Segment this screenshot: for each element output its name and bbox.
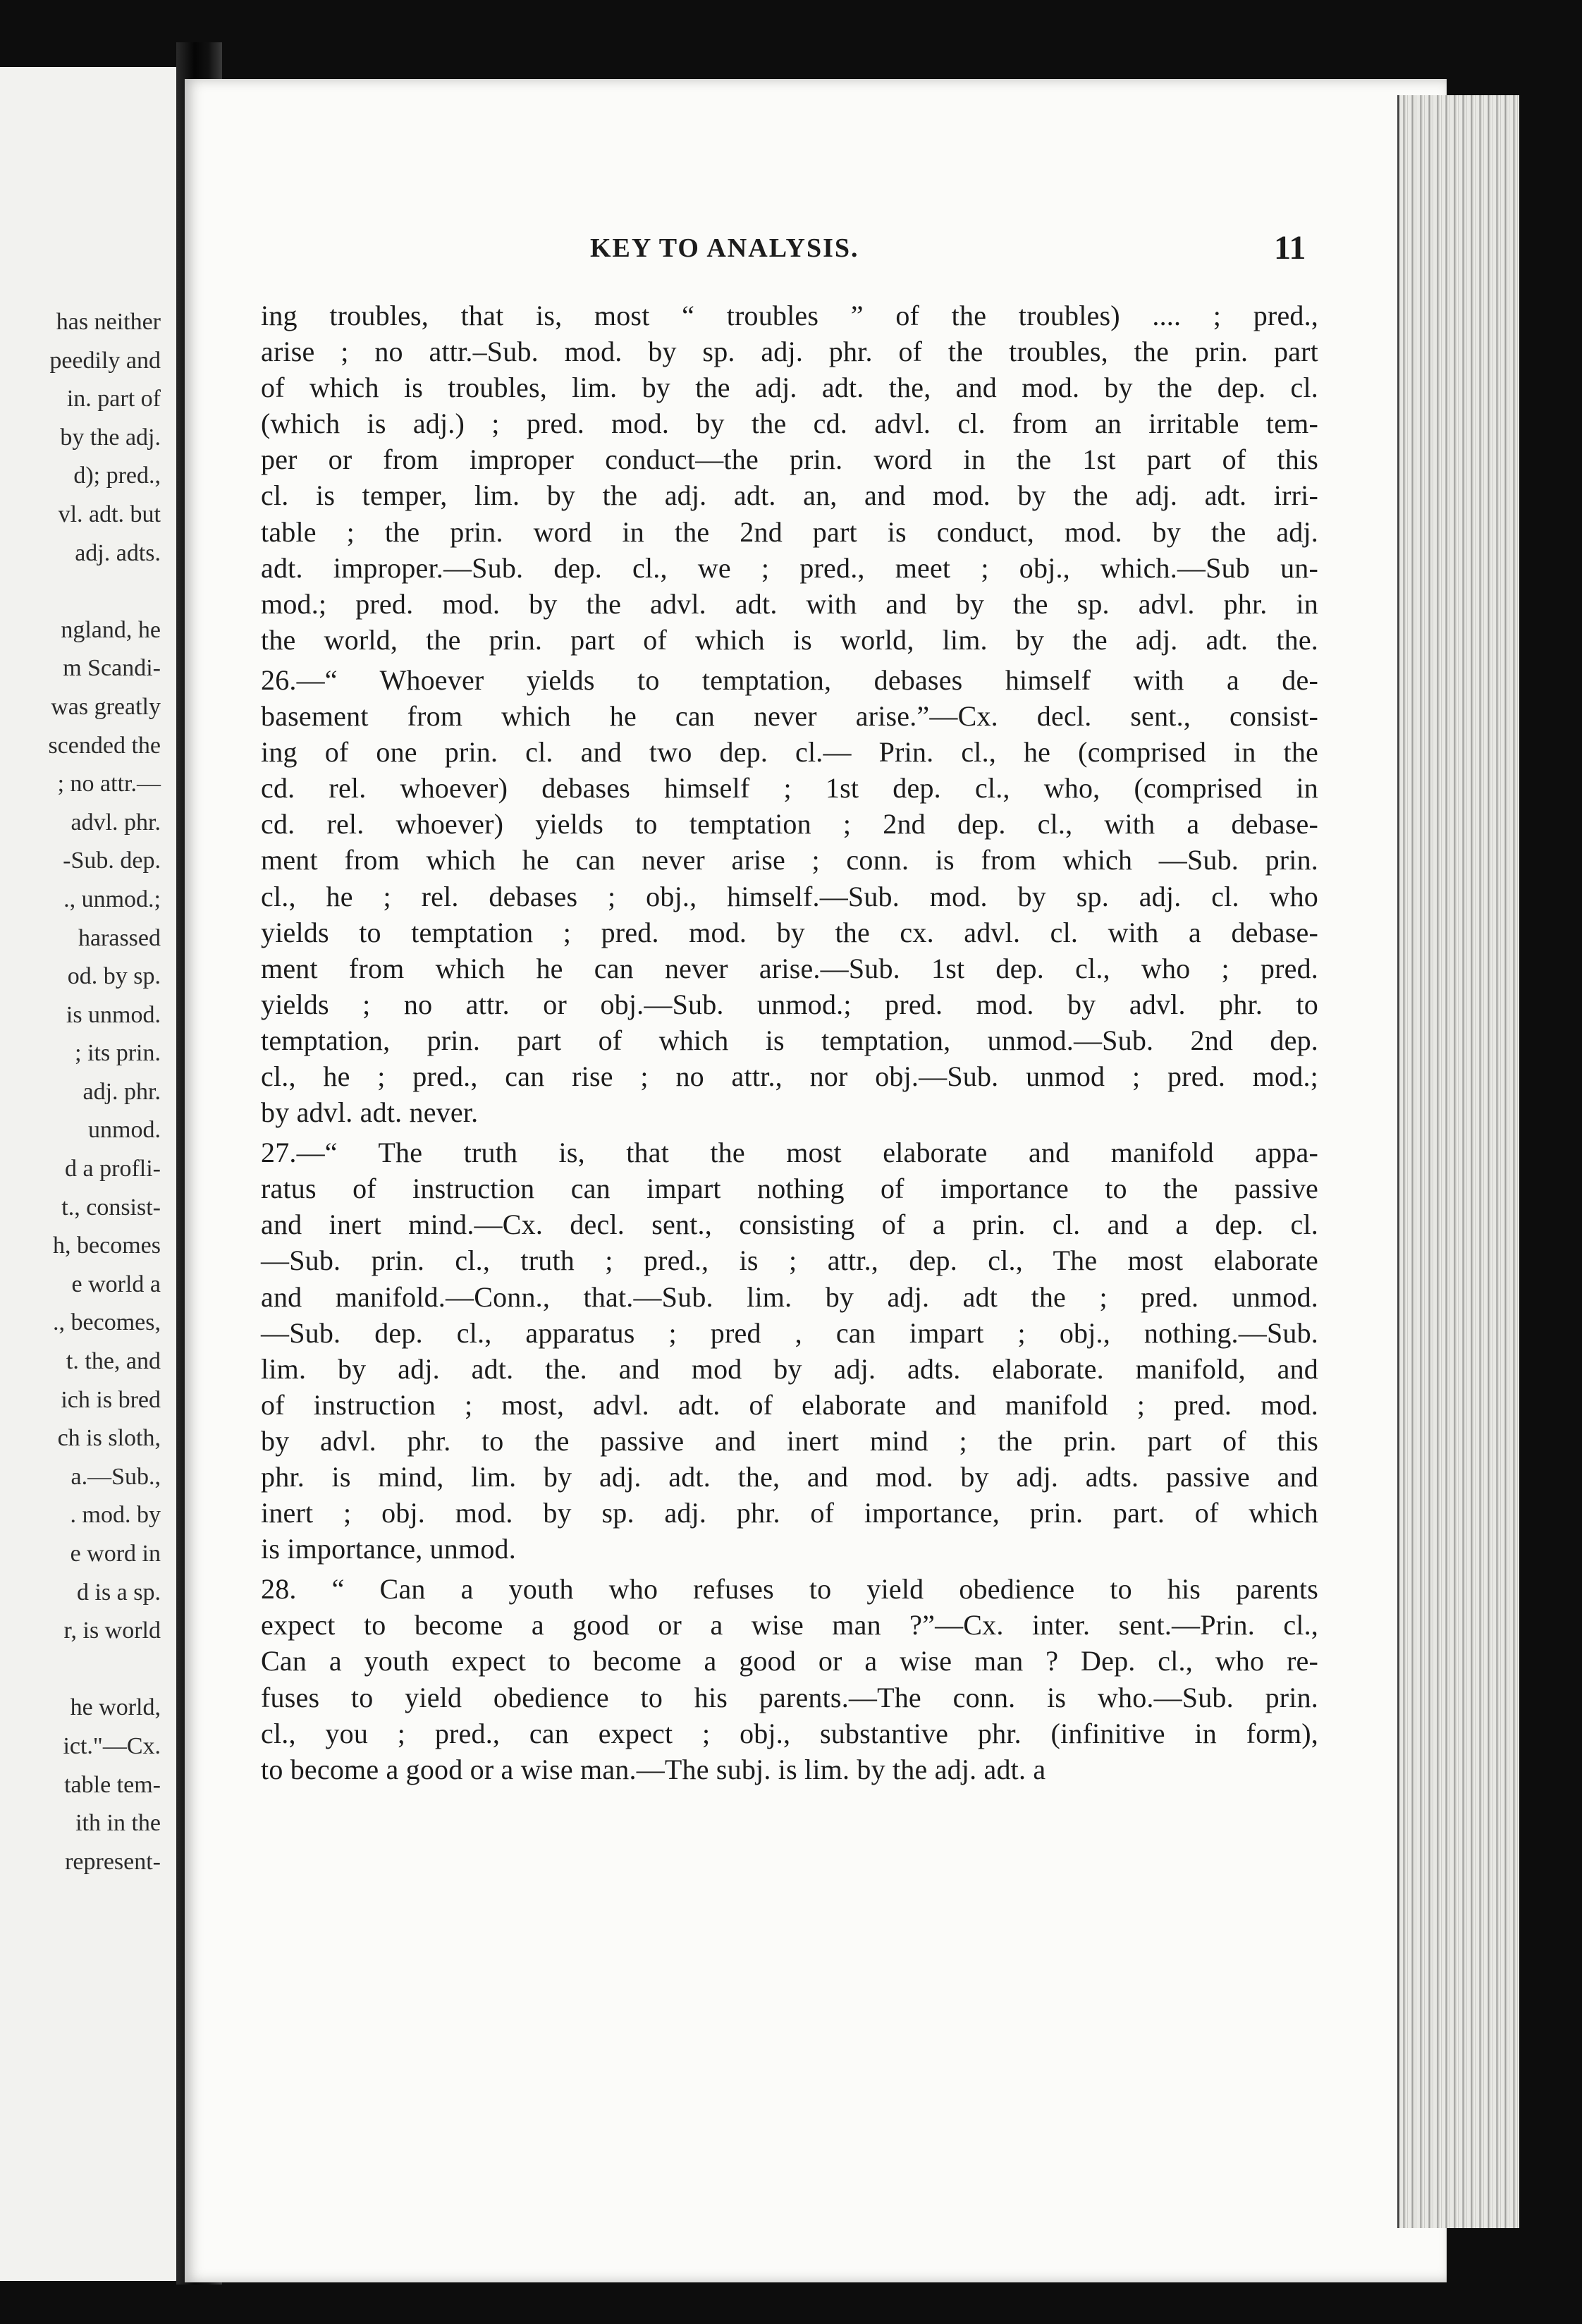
text-line: lim. by adj. adt. the. and mod by adj. adts. elaborate. manifold, and — [261, 1352, 1318, 1385]
text-line: ratus of instruction can impart nothing of importance to the passive — [261, 1173, 1318, 1205]
text-line: of instruction ; most, advl. adt. of elaborate and manifold ; pred. mod. — [261, 1388, 1318, 1421]
text-line: yields ; no attr. or obj.—Sub. unmod.; pred. mod. by advl. phr. to — [261, 988, 1318, 1020]
text-line: and inert mind.—Cx. decl. sent., consisting of a prin. cl. and a dep. cl. — [261, 1209, 1318, 1241]
text-line: cd. rel. whoever) yields to temptation ; 2nd dep. cl., with a debase- — [261, 808, 1318, 840]
previous-page-text — [0, 303, 161, 1881]
previous-page-line: ; its prin. — [75, 1040, 161, 1067]
text-line: yields to temptation ; pred. mod. by the cx. advl. cl. with a debase- — [261, 916, 1318, 948]
previous-page-line: advl. phr. — [70, 809, 161, 836]
previous-page-line: d is a sp. — [77, 1579, 161, 1606]
previous-page-line: represent- — [65, 1848, 161, 1875]
text-line: ing troubles, that is, most “ troubles ” of the troubles) .... ; pred., — [261, 300, 1318, 331]
previous-page-line: ith in the — [75, 1810, 161, 1837]
text-line: —Sub. dep. cl., apparatus ; pred , can impart ; obj., nothing.—Sub. — [261, 1316, 1318, 1349]
previous-page-line: t., consist- — [61, 1194, 161, 1221]
previous-page-line: by the adj. — [60, 424, 161, 451]
previous-page-line: in. part of — [66, 386, 161, 412]
previous-page-line: vl. adt. but — [58, 501, 161, 527]
text-line: cl., he ; pred., can rise ; no attr., nor obj.—Sub. unmod ; pred. mod.; — [261, 1060, 1318, 1092]
text-line: inert ; obj. mod. by sp. adj. phr. of importance, prin. part. of which — [261, 1497, 1318, 1529]
text-line: 28. “ Can a youth who refuses to yield obedience to his parents — [261, 1573, 1318, 1606]
previous-page-line: ict."—Cx. — [63, 1732, 161, 1759]
previous-page-line: . mod. by — [70, 1502, 161, 1529]
text-line: per or from improper conduct—the prin. word in the 1st part of this — [261, 444, 1318, 476]
previous-page-line: r, is world — [63, 1617, 161, 1644]
text-line: fuses to yield obedience to his parents.—The conn. is who.—Sub. prin. — [261, 1681, 1318, 1713]
previous-page-line: t. the, and — [66, 1348, 161, 1375]
text-line: and manifold.—Conn., that.—Sub. lim. by adj. adt the ; pred. unmod. — [261, 1280, 1318, 1313]
text-line: expect to become a good or a wise man ?”—Cx. inter. sent.—Prin. cl., — [261, 1609, 1318, 1641]
previous-page-line: -Sub. dep. — [63, 848, 161, 874]
previous-page-fragment — [0, 67, 176, 2281]
previous-page-line: d a profli- — [65, 1156, 161, 1182]
previous-page-line: e word in — [70, 1541, 161, 1567]
previous-page-line: is unmod. — [66, 1001, 161, 1028]
text-line: is importance, unmod. — [261, 1533, 516, 1565]
previous-page-line: scended the — [48, 732, 161, 759]
previous-page-line: was greatly — [51, 693, 161, 720]
text-line: phr. is mind, lim. by adj. adt. the, and mod. by adj. adts. passive and — [261, 1461, 1318, 1493]
previous-page-line: ch is sloth, — [57, 1425, 161, 1452]
text-line: ment from which he can never arise ; conn. is from which —Sub. prin. — [261, 844, 1318, 876]
text-line: by advl. adt. never. — [261, 1096, 479, 1129]
text-line: (which is adj.) ; pred. mod. by the cd. advl. cl. from an irritable tem- — [261, 408, 1318, 440]
previous-page-line: he world, — [70, 1694, 161, 1721]
text-line: of which is troubles, lim. by the adj. adt. the, and mod. by the dep. cl. — [261, 372, 1318, 404]
text-line: arise ; no attr.–Sub. mod. by sp. adj. phr. of the troubles, the prin. part — [261, 336, 1318, 368]
previous-page-line: unmod. — [88, 1117, 161, 1144]
running-head: KEY TO ANALYSIS. — [590, 233, 859, 263]
previous-page-line — [0, 1651, 161, 1689]
previous-page-line — [0, 573, 161, 611]
text-line: by advl. phr. to the passive and inert mind ; the prin. part of this — [261, 1424, 1318, 1457]
previous-page-line: ich is bred — [61, 1386, 161, 1413]
text-line: mod.; pred. mod. by the advl. adt. with and by the sp. advl. phr. in — [261, 587, 1318, 620]
previous-page-line: harassed — [78, 924, 161, 951]
previous-page-line: e world a — [71, 1271, 161, 1297]
previous-page-line: peedily and — [49, 347, 161, 374]
previous-page-line: d); pred., — [73, 463, 161, 489]
text-line: ing of one prin. cl. and two dep. cl.— Prin. cl., he (comprised in the — [261, 736, 1318, 769]
previous-page-line: ., becomes, — [53, 1309, 161, 1336]
text-line: the world, the prin. part of which is world, lim. by the adj. adt. the. — [261, 623, 1318, 656]
previous-page-line: h, becomes — [53, 1233, 161, 1259]
previous-page-line: m Scandi- — [63, 655, 161, 682]
page-header — [185, 229, 1447, 275]
previous-page-line: a.—Sub., — [70, 1463, 161, 1490]
text-line: Can a youth expect to become a good or a wise man ? Dep. cl., who re- — [261, 1645, 1318, 1677]
text-line: cl. is temper, lim. by the adj. adt. an, and mod. by the adj. adt. irri- — [261, 479, 1318, 512]
previous-page-line: od. by sp. — [67, 963, 161, 990]
text-line: cd. rel. whoever) debases himself ; 1st dep. cl., who, (comprised in — [261, 772, 1318, 805]
page-number: 11 — [1274, 229, 1306, 267]
text-line: ment from which he can never arise.—Sub. 1st dep. cl., who ; pred. — [261, 952, 1318, 984]
previous-page-line: ; no attr.— — [57, 771, 161, 797]
text-line: —Sub. prin. cl., truth ; pred., is ; attr., dep. cl., The most elaborate — [261, 1244, 1318, 1277]
previous-page-line: ., unmod.; — [63, 886, 161, 912]
text-line: cl., you ; pred., can expect ; obj., substantive phr. (infinitive in form), — [261, 1717, 1318, 1749]
previous-page-line: ngland, he — [61, 616, 161, 643]
page-edges — [1397, 95, 1519, 2228]
previous-page-line: adj. phr. — [82, 1078, 161, 1105]
text-line: 26.—“ Whoever yields to temptation, debases himself with a de- — [261, 663, 1318, 696]
text-line: cl., he ; rel. debases ; obj., himself.—Sub. mod. by sp. adj. cl. who — [261, 880, 1318, 912]
previous-page-line: table tem- — [64, 1771, 161, 1798]
text-line: to become a good or a wise man.—The subj. is lim. by the adj. adt. a — [261, 1753, 1046, 1785]
text-line: basement from which he can never arise.”—Cx. decl. sent., consist- — [261, 700, 1318, 733]
text-line: adt. improper.—Sub. dep. cl., we ; pred., meet ; obj., which.—Sub un- — [261, 551, 1318, 584]
text-line: temptation, prin. part of which is temptation, unmod.—Sub. 2nd dep. — [261, 1024, 1318, 1056]
text-line: 27.—“ The truth is, that the most elaborate and manifold appa- — [261, 1137, 1318, 1169]
text-line: table ; the prin. word in the 2nd part is conduct, mod. by the adj. — [261, 515, 1318, 548]
page-body — [261, 298, 1318, 1787]
previous-page-line: adj. adts. — [75, 539, 161, 566]
previous-page-line: has neither — [56, 309, 161, 335]
